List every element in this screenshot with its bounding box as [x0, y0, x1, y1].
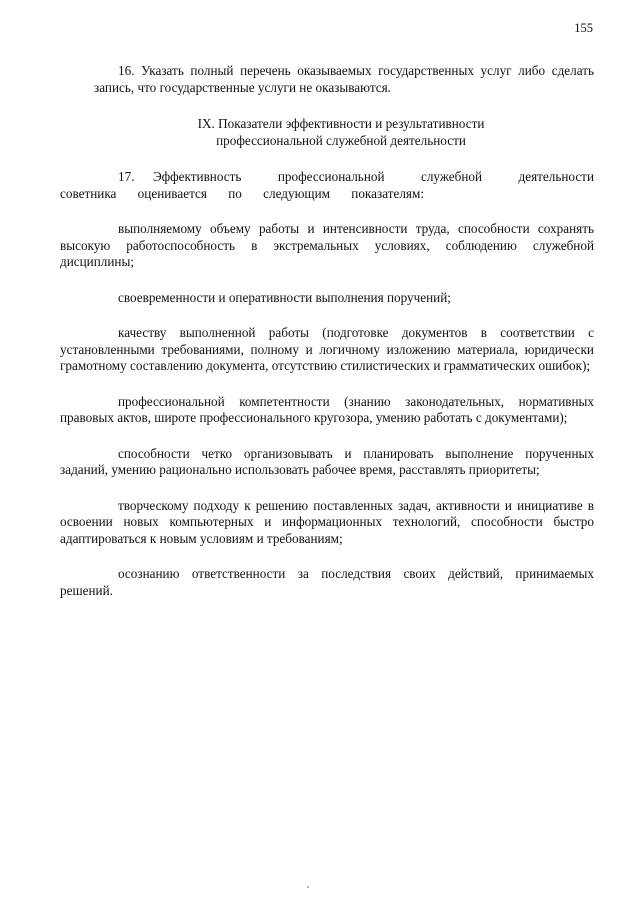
section-title-line-2: профессиональной служебной деятельности [216, 132, 466, 148]
item-17-text: Эффективность профессиональной служебной деятельности советника оценивается по следующим показателям: [60, 169, 595, 201]
indicator-item: творческому подходу к решению поставленных задач, активности и инициативе в освоении новых компьютерных и информационных технологий, способности быстро адаптироваться к новым условиям и требованиям; [60, 497, 594, 546]
indicator-item: профессиональной компетентности (знанию законодательных, нормативных правовых актов, широте профессионального кругозора, умению работать с документами); [60, 393, 594, 425]
item-16-number: 16. [118, 63, 135, 78]
section-title-line-1: IX. Показатели эффективности и результативности [197, 116, 485, 131]
indicator-item: качеству выполненной работы (подготовке документов в соответствии с установленными требованиями, полному и логичному изложению материала, юридически грамотному составлению документа, отсутствию стилистических и грамматических ошибок); [60, 325, 594, 373]
indicator-item: осознанию ответственности за последствия своих действий, принимаемых решений. [60, 566, 594, 598]
section-title [88, 116, 594, 149]
indicator-item: выполняемому объему работы и интенсивности труда, способности сохранять высокую работоспособность в экстремальных условиях, соблюдению служебной дисциплины; [60, 221, 594, 269]
indicator-item: своевременности и оперативности выполнения поручений; [118, 289, 451, 305]
item-17-paragraph [60, 169, 594, 202]
scan-speck [307, 886, 309, 888]
document-body [60, 63, 595, 599]
item-16-paragraph [94, 63, 594, 96]
item-17-number: 17. [118, 169, 135, 184]
page-number: 155 [574, 21, 593, 35]
item-16-text: Указать полный перечень оказываемых государственных услуг либо сделать запись, что государственные услуги не оказываются. [94, 63, 595, 95]
indicator-item: способности четко организовывать и планировать выполнение порученных заданий, умению рационально использовать рабочее время, расставлять приоритеты; [60, 445, 594, 477]
